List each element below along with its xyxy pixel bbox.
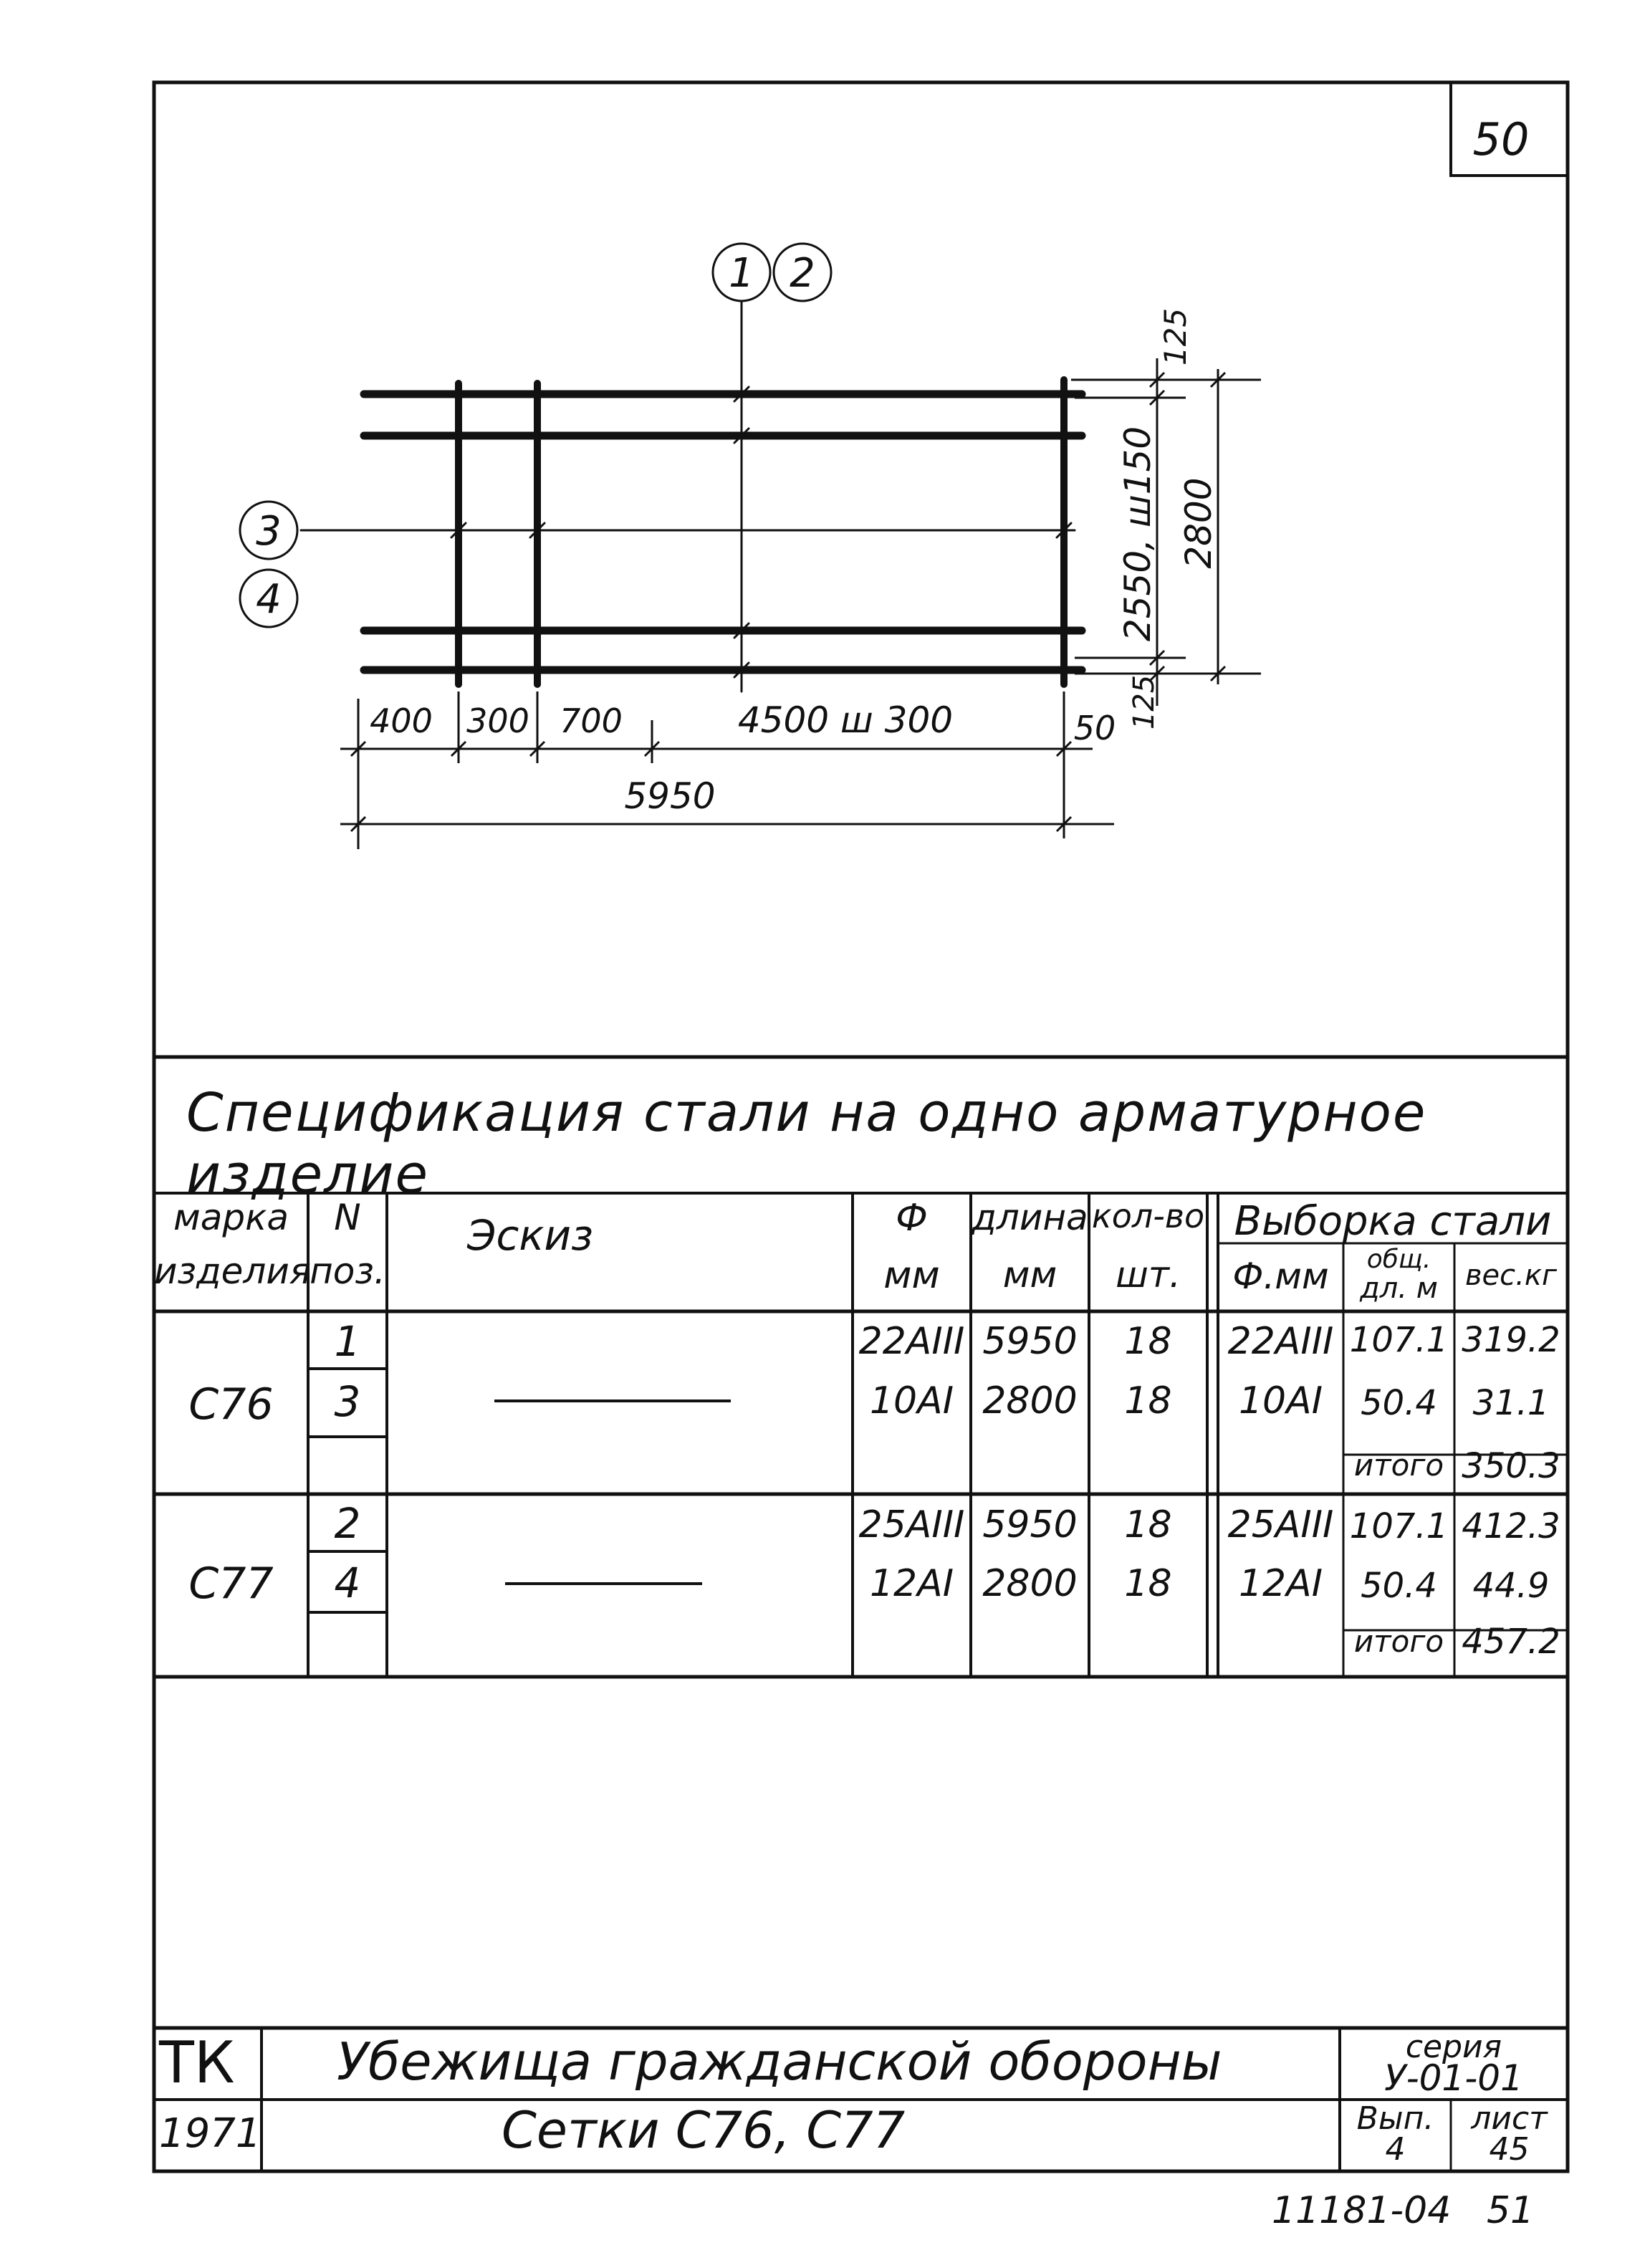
header-dlina-line2: мм (1002, 1254, 1057, 1296)
title-block-year: 1971 (159, 2110, 262, 2157)
spec-title: Спецификация стали на одно арматурное изделие (186, 1082, 1427, 1205)
title-block-title: Убежища гражданской обороны (337, 2032, 1222, 2092)
table-row-dlina: 2800 (982, 1562, 1078, 1605)
header-marka-line1: марка (173, 1197, 289, 1238)
itogo-label: итого (1353, 1448, 1444, 1483)
dim-125-bottom: 125 (1128, 674, 1161, 730)
table-row-ves: 319.2 (1462, 1320, 1560, 1360)
table-row-phi: 22АIII (858, 1320, 965, 1363)
table-row-kol: 18 (1124, 1320, 1172, 1363)
title-block-subtitle: Сетки С76, С77 (502, 2101, 906, 2160)
table-row-poz: 1 (334, 1317, 361, 1366)
dim-400: 400 (370, 702, 433, 740)
title-block-seria: У-01-01 (1384, 2057, 1523, 2099)
table-row-phi: 25АIII (858, 1503, 965, 1546)
header-kol-line2: шт. (1116, 1254, 1181, 1296)
dim-2800: 2800 (1178, 477, 1219, 569)
header-vyborka-obsh-line2: дл. м (1360, 1272, 1438, 1305)
table-row-dlina: 5950 (982, 1503, 1078, 1546)
title-block-vyp: 4 (1385, 2131, 1406, 2168)
table-row-dlina: 2800 (982, 1379, 1078, 1422)
marka-c77: С77 (188, 1559, 274, 1609)
header-phi-line2: мм (883, 1254, 940, 1297)
table-row-vyborka-phi: 10АI (1238, 1379, 1323, 1422)
table-row-phi: 10АI (869, 1379, 954, 1422)
header-poz-line1: N (334, 1197, 361, 1238)
header-marka-line2: изделия (154, 1250, 311, 1292)
table-row-obsh: 107.1 (1349, 1320, 1449, 1360)
header-poz-line2: поз. (310, 1250, 385, 1292)
title-block-org: ТК (159, 2029, 235, 2096)
table-row-kol: 18 (1124, 1562, 1172, 1605)
title-block-list: 45 (1489, 2131, 1530, 2168)
page-number: 50 (1472, 113, 1530, 166)
callout-3: 3 (256, 508, 282, 555)
table-row-phi: 12АI (869, 1562, 954, 1605)
dim-300: 300 (466, 702, 529, 740)
dim-700: 700 (560, 702, 623, 740)
table-row-obsh: 107.1 (1349, 1506, 1449, 1546)
callout-2: 2 (790, 250, 815, 297)
table-row-dlina: 5950 (982, 1320, 1078, 1363)
itogo-label: итого (1353, 1624, 1444, 1659)
title-block-seria-label: серия (1405, 2029, 1502, 2065)
table-row-poz: 4 (334, 1559, 361, 1607)
table-row-vyborka-phi: 25АIII (1227, 1503, 1334, 1546)
title-block-vyp-label: Вып. (1356, 2100, 1434, 2137)
table-row-vyborka-phi: 12АI (1238, 1562, 1323, 1605)
table-row-obsh: 50.4 (1361, 1383, 1437, 1423)
table-row-ves: 31.1 (1472, 1383, 1550, 1423)
header-eskiz: Эскиз (467, 1211, 593, 1260)
marka-c76: С76 (188, 1379, 274, 1430)
table-row-obsh: 50.4 (1361, 1566, 1437, 1606)
title-block-list-label: лист (1471, 2100, 1548, 2137)
callout-4: 4 (256, 576, 282, 623)
dim-2550: 2550, ш150 (1117, 426, 1159, 642)
dim-4500: 4500 ш 300 (737, 699, 954, 741)
dim-50: 50 (1073, 709, 1116, 747)
itogo-value: 350.3 (1462, 1446, 1560, 1486)
table-row-poz: 2 (334, 1499, 361, 1548)
dim-5950: 5950 (624, 775, 716, 817)
itogo-value: 457.2 (1462, 1622, 1560, 1662)
header-vyborka-phi: Ф.мм (1232, 1255, 1329, 1297)
header-kol-line1: кол-во (1091, 1197, 1205, 1235)
header-dlina-line1: длина (972, 1197, 1088, 1238)
header-vyborka-obsh-line1: общ. (1366, 1245, 1431, 1274)
table-row-kol: 18 (1124, 1379, 1172, 1422)
table-row-kol: 18 (1124, 1503, 1172, 1546)
header-vyborka-ves: вес.кг (1464, 1259, 1558, 1292)
header-vyborka: Выборка стали (1234, 1198, 1552, 1245)
table-row-ves: 44.9 (1472, 1566, 1550, 1606)
table-row-ves: 412.3 (1462, 1506, 1560, 1546)
dim-125-top: 125 (1158, 307, 1193, 366)
callout-1: 1 (729, 250, 754, 297)
archive-stamp: 11181-04 51 (1272, 2189, 1535, 2232)
table-row-poz: 3 (334, 1377, 361, 1426)
table-row-vyborka-phi: 22АIII (1227, 1320, 1334, 1363)
header-phi-line1: Ф (896, 1197, 928, 1240)
